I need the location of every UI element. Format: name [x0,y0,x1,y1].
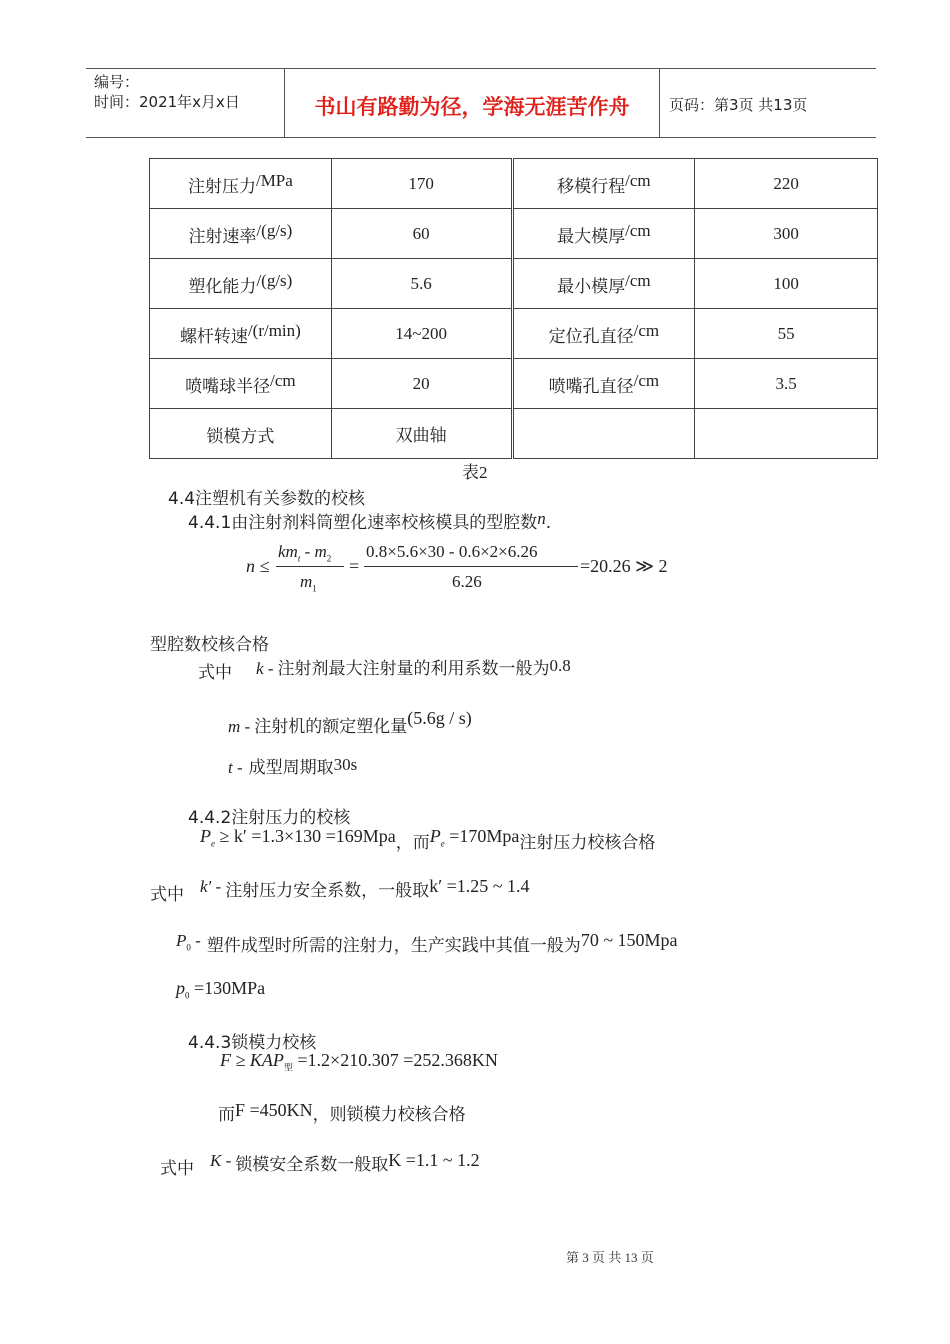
param-value-cell [695,359,878,409]
clamping-force-result: 而F =450KN，则锁模力校核合格 [218,1100,466,1125]
param-unit: /cm [633,370,660,390]
p0-value: $p_0 =130MPa$ [176,978,266,1001]
where-label-3: 式中 [160,1159,194,1179]
var-n: n [537,509,546,528]
param-unit: /cm [625,170,651,190]
subsection-441-title [188,508,551,533]
t-definition [228,753,357,778]
param-name-cell [150,409,332,459]
param-value-cell [695,309,878,359]
k-description: 注射剂最大注射量的利用系数一般为 [277,659,550,679]
period: . [545,513,552,533]
spec-row [150,309,878,359]
param-value-cell [695,159,878,209]
spec-row [150,409,878,459]
fraction-bar-2 [364,566,578,567]
where-label-2: 式中 [150,885,184,905]
param-name: 最大模厚 [557,226,626,247]
param-unit: /cm [633,320,660,340]
header-meta-cell [86,69,285,137]
kprime-definition: k′ - 注射压力安全系数，一般取k′ =1.25 ~ 1.4 [200,876,530,901]
m-description: 注射机的额定塑化量 [254,717,408,737]
formula-numerator: $km_t - m_2$ [278,542,332,564]
param-name-cell [512,359,695,409]
table-caption: 表2 [462,463,488,482]
m-symbol: m - [228,717,251,736]
param-value: 60 [412,223,430,243]
param-value: 55 [777,323,795,343]
param-value-cell [331,359,512,409]
fraction-bar-1 [276,566,344,567]
section-heading: 4.4注塑机有关参数的校核 [168,489,366,509]
param-value: 14~200 [395,323,447,343]
param-value-cell [331,309,512,359]
param-name: 定位孔直径 [548,326,634,347]
param-name-cell [150,209,332,259]
clamping-force-formula: $F \ge KAP_型 =1.2\times 210.307 =252.368KN$ [220,1050,498,1073]
param-name: 注射压力 [187,176,256,197]
param-name-cell [512,159,695,209]
formula-lhs: n ≤ [246,556,270,576]
t-symbol: t - [228,758,243,777]
param-name: 喷嘴孔直径 [548,376,634,397]
param-value-cell [695,409,878,459]
param-value: 双曲轴 [395,426,447,445]
param-name-cell [150,359,332,409]
subsection-443-title: 4.4.3锁模力校核 [188,1033,317,1053]
param-unit: /cm [270,370,296,390]
m-definition [228,708,472,737]
param-value-cell [331,409,512,459]
param-value-cell [695,259,878,309]
formula-denominator-2: 6.26 [452,572,482,591]
t-description: 成型周期取 [248,758,334,778]
param-value-cell [331,159,512,209]
where-label-1: 式中 [198,663,232,683]
formula-equals: = [349,556,360,576]
param-unit: /(g/s) [256,220,293,240]
subsection-442-title: 4.4.2注射压力的校核 [188,808,351,828]
param-value-cell [695,209,878,259]
param-value-cell [331,259,512,309]
spec-row [150,359,878,409]
param-unit: /MPa [255,170,293,190]
spec-row [150,259,878,309]
param-value: 20 [412,373,430,393]
param-name-cell [512,409,695,459]
param-value: 220 [773,173,799,193]
param-value-cell [331,209,512,259]
K-definition: K - 锁模安全系数一般取K =1.1 ~ 1.2 [210,1150,480,1175]
param-name-cell [150,159,332,209]
spec-row [150,159,878,209]
formula-result: =20.26 ≫ 2 [580,556,668,576]
param-name: 移模行程 [557,176,626,197]
param-name-cell [512,209,695,259]
t-value: 30s [333,755,358,774]
param-name: 塑化能力 [188,276,257,297]
p0-definition: $P_0$ - 塑件成型时所需的注射力，生产实践中其值一般为70 ~ 150Mpa [176,930,678,956]
param-value: 100 [773,273,799,293]
param-name: 锁模方式 [206,426,275,447]
param-value: 170 [408,173,434,193]
param-name-cell [512,259,695,309]
spec-row [150,209,878,259]
k-value: 0.8 [549,656,571,675]
param-name-cell [512,309,695,359]
param-unit: /cm [625,270,651,290]
param-value: 300 [773,223,799,243]
k-symbol: k - [256,659,274,678]
param-value: 5.6 [410,273,432,293]
param-name: 注射速率 [188,226,257,247]
page-header [86,68,876,138]
k-definition [256,654,571,679]
formula-numerator-2: 0.8×5.6×30 - 0.6×2×6.26 [366,542,538,561]
page-footer: 第 3 页 共 13 页 [566,1250,654,1265]
formula-denominator: $m_1$ [300,572,317,594]
m-value: (5.6g / s) [407,708,472,728]
param-unit: /(g/s) [256,270,293,290]
param-name: 螺杆转速 [179,326,248,347]
header-motto: 书山有路勤为径，学海无涯苦作舟 [314,95,630,119]
param-value: 3.5 [775,373,797,393]
header-motto-cell [285,69,660,137]
header-page-label: 页码：第3页 共13页 [669,96,808,114]
doc-time-label: 时间：2021年x月x日 [94,93,240,111]
doc-code-label: 编号： [94,73,140,91]
param-name-cell [150,309,332,359]
subsection-441-text: 4.4.1由注射剂料筒塑化速率校核模具的型腔数 [188,513,538,533]
param-name-cell [150,259,332,309]
param-name: 最小模厚 [557,276,626,297]
injection-pressure-check: $P_e \ge k' =1.3\times 130 =169Mpa$，而$P_e =170Mpa$注射压力校核合格 [200,826,656,853]
param-unit: /cm [625,220,651,240]
cavity-ok-text: 型腔数校核合格 [150,635,269,655]
param-unit: /(r/min) [247,320,301,340]
param-name: 喷嘴球半径 [185,376,271,397]
spec-table [149,158,878,459]
